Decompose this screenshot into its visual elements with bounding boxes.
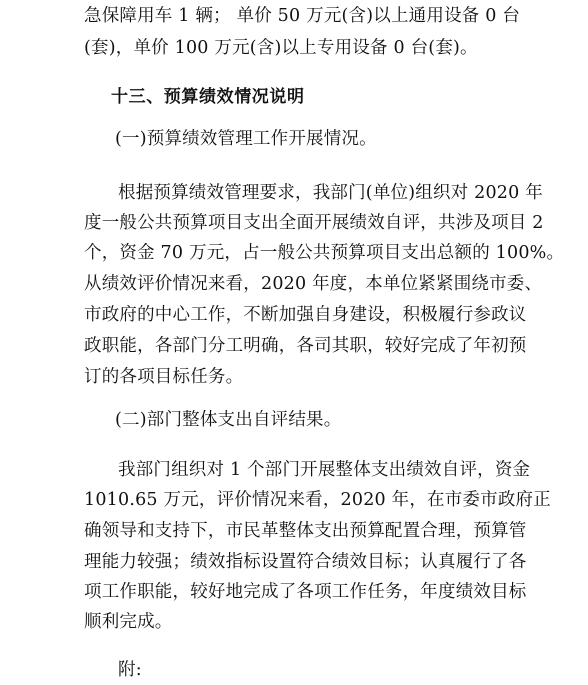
paragraph-line: 确领导和支持下，市民革整体支出预算配置合理，预算管 bbox=[84, 521, 527, 541]
paragraph-line: 个，资金 70 万元，占一般公共预算项目支出总额的 100%。 bbox=[84, 243, 565, 263]
paragraph-line: 理能力较强；绩效指标设置符合绩效目标；认真履行了各 bbox=[84, 552, 527, 572]
paragraph-line: 1010.65 万元，评价情况来看，2020 年，在市委市政府正 bbox=[84, 490, 551, 510]
paragraph-line: 政职能，各部门分工明确，各司其职，较好完成了年初预 bbox=[84, 336, 527, 356]
subsection-heading: (一)预算绩效管理工作开展情况。 bbox=[115, 129, 377, 149]
appendix-label: 附: bbox=[118, 660, 142, 680]
paragraph-line: 我部门组织对 1 个部门开展整体支出绩效自评，资金 bbox=[118, 460, 531, 480]
paragraph-line: 市政府的中心工作，不断加强自身建设，积极履行参政议 bbox=[84, 305, 527, 325]
paragraph-line: 度一般公共预算项目支出全面开展绩效自评，共涉及项目 2 bbox=[84, 213, 544, 233]
paragraph-line: (套)，单价 100 万元(含)以上专用设备 0 台(套)。 bbox=[84, 38, 478, 58]
paragraph-line: 顺利完成。 bbox=[84, 612, 173, 632]
section-heading: 十三、预算绩效情况说明 bbox=[111, 87, 305, 107]
subsection-heading: (二)部门整体支出自评结果。 bbox=[115, 410, 342, 430]
paragraph-line: 根据预算绩效管理要求，我部门(单位)组织对 2020 年 bbox=[118, 183, 543, 203]
paragraph-line: 从绩效评价情况来看，2020 年度，本单位紧紧围绕市委、 bbox=[84, 274, 543, 294]
paragraph-line: 项工作职能，较好地完成了各项工作任务，年度绩效目标 bbox=[84, 582, 527, 602]
paragraph-line: 急保障用车 1 辆； 单价 50 万元(含)以上通用设备 0 台 bbox=[84, 6, 521, 26]
paragraph-line: 订的各项目标任务。 bbox=[84, 367, 244, 387]
